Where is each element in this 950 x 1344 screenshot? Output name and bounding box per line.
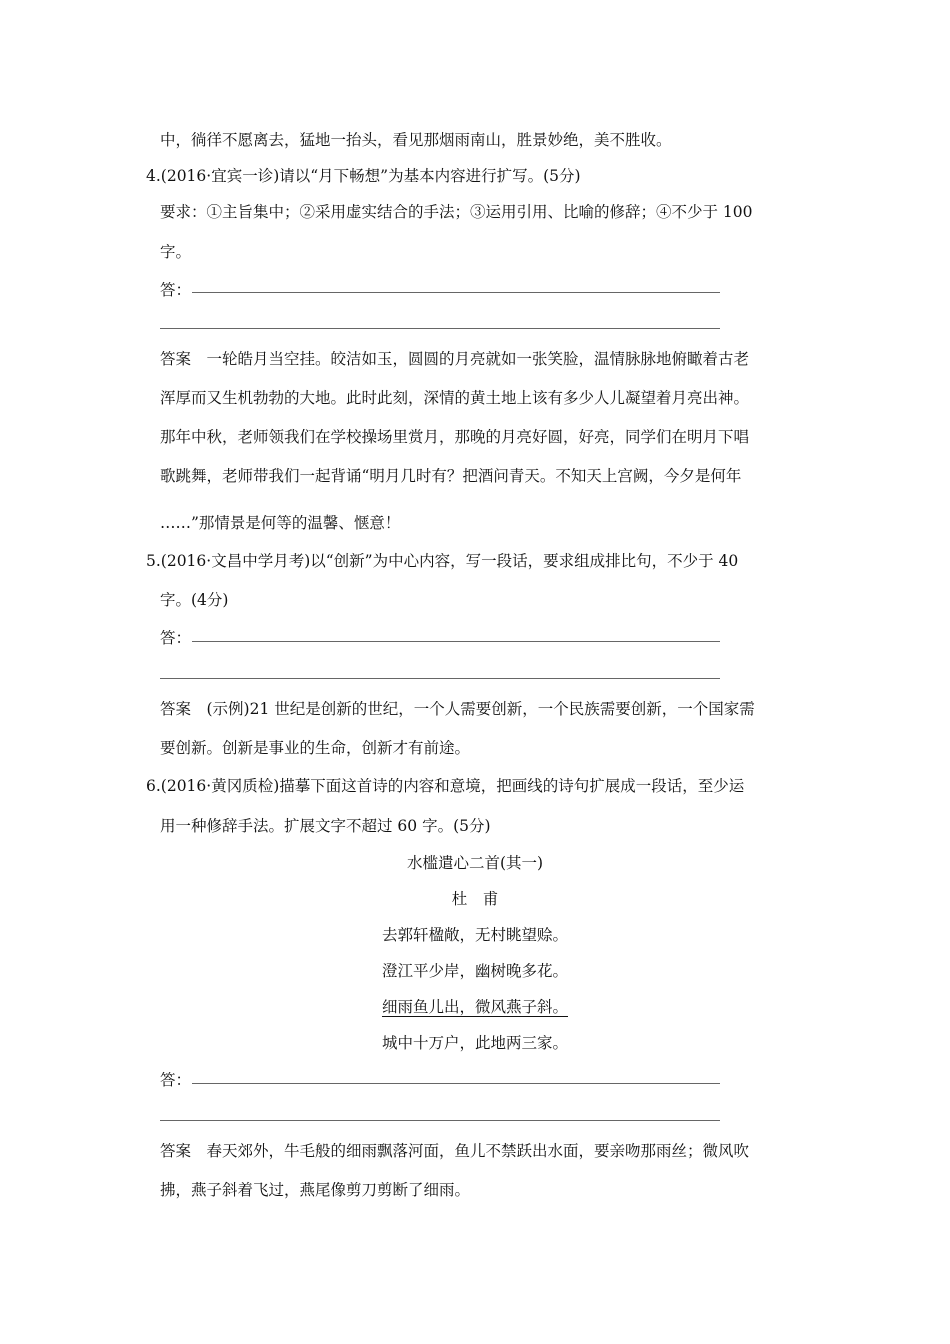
q4-requirement-line-1: 要求：①主旨集中；②采用虚实结合的手法；③运用引用、比喻的修辞；④不少于 100 — [160, 203, 753, 221]
q4-answer-line-5: ……”那情景是何等的温馨、惬意！ — [160, 514, 401, 532]
poem-title: 水槛遣心二首(其一) — [406, 854, 544, 872]
q6-stem-line-2: 用一种修辞手法。扩展文字不超过 60 字。(5分) — [160, 817, 491, 835]
q5-answer-blank-2[interactable] — [160, 678, 720, 679]
poem-line-2: 澄江平少岸，幽树晚多花。 — [381, 962, 568, 980]
q4-answer-prompt: 答： — [160, 281, 192, 299]
q6-answer-blank-2[interactable] — [160, 1120, 720, 1121]
q6-answer-line-2: 拂，燕子斜着飞过，燕尾像剪刀剪断了细雨。 — [160, 1181, 471, 1199]
q4-stem: 4.(2016·宜宾一诊)请以“月下畅想”为基本内容进行扩写。(5分) — [146, 167, 581, 185]
q4-answer-line-4: 歌跳舞，老师带我们一起背诵“明月几时有？把酒问青天。不知天上宫阙，今夕是何年 — [160, 467, 742, 485]
q5-stem-line-1: 5.(2016·文昌中学月考)以“创新”为中心内容，写一段话，要求组成排比句，不少于 40 — [146, 552, 739, 570]
poem-line-1: 去郭轩楹敞，无村眺望赊。 — [381, 926, 568, 944]
q4-answer-line-1: 答案 一轮皓月当空挂。皎洁如玉，圆圆的月亮就如一张笑脸，温情脉脉地俯瞰着古老 — [160, 350, 750, 368]
q4-requirement-line-2: 字。 — [160, 243, 192, 261]
q4-answer-blank-2[interactable] — [160, 328, 720, 329]
q4-answer-blank-1[interactable] — [192, 292, 720, 293]
q3-answer-tail: 中，徜徉不愿离去，猛地一抬头，看见那烟雨南山，胜景妙绝，美不胜收。 — [160, 131, 672, 149]
q6-answer-blank-1[interactable] — [192, 1083, 720, 1084]
q5-answer-line-2: 要创新。创新是事业的生命，创新才有前途。 — [160, 739, 471, 757]
q6-answer-line-1: 答案 春天郊外，牛毛般的细雨飘落河面，鱼儿不禁跃出水面，要亲吻那雨丝；微风吹 — [160, 1142, 750, 1160]
poem-author: 杜 甫 — [451, 890, 499, 908]
q4-answer-line-3: 那年中秋，老师领我们在学校操场里赏月，那晚的月亮好圆，好亮，同学们在明月下唱 — [160, 428, 750, 446]
poem-line-4: 城中十万户，此地两三家。 — [381, 1034, 568, 1052]
q5-answer-blank-1[interactable] — [192, 641, 720, 642]
poem-line-3-underlined: 细雨鱼儿出，微风燕子斜。 — [381, 998, 568, 1016]
q6-stem-line-1: 6.(2016·黄冈质检)描摹下面这首诗的内容和意境，把画线的诗句扩展成一段话，至少运 — [146, 777, 745, 795]
q5-answer-line-1: 答案 (示例)21 世纪是创新的世纪，一个人需要创新，一个民族需要创新，一个国家需 — [160, 700, 755, 718]
q5-answer-prompt: 答： — [160, 629, 192, 647]
q6-answer-prompt: 答： — [160, 1071, 192, 1089]
q5-stem-line-2: 字。(4分) — [160, 591, 229, 609]
q4-answer-line-2: 浑厚而又生机勃勃的大地。此时此刻，深情的黄土地上该有多少人儿凝望着月亮出神。 — [160, 389, 750, 407]
